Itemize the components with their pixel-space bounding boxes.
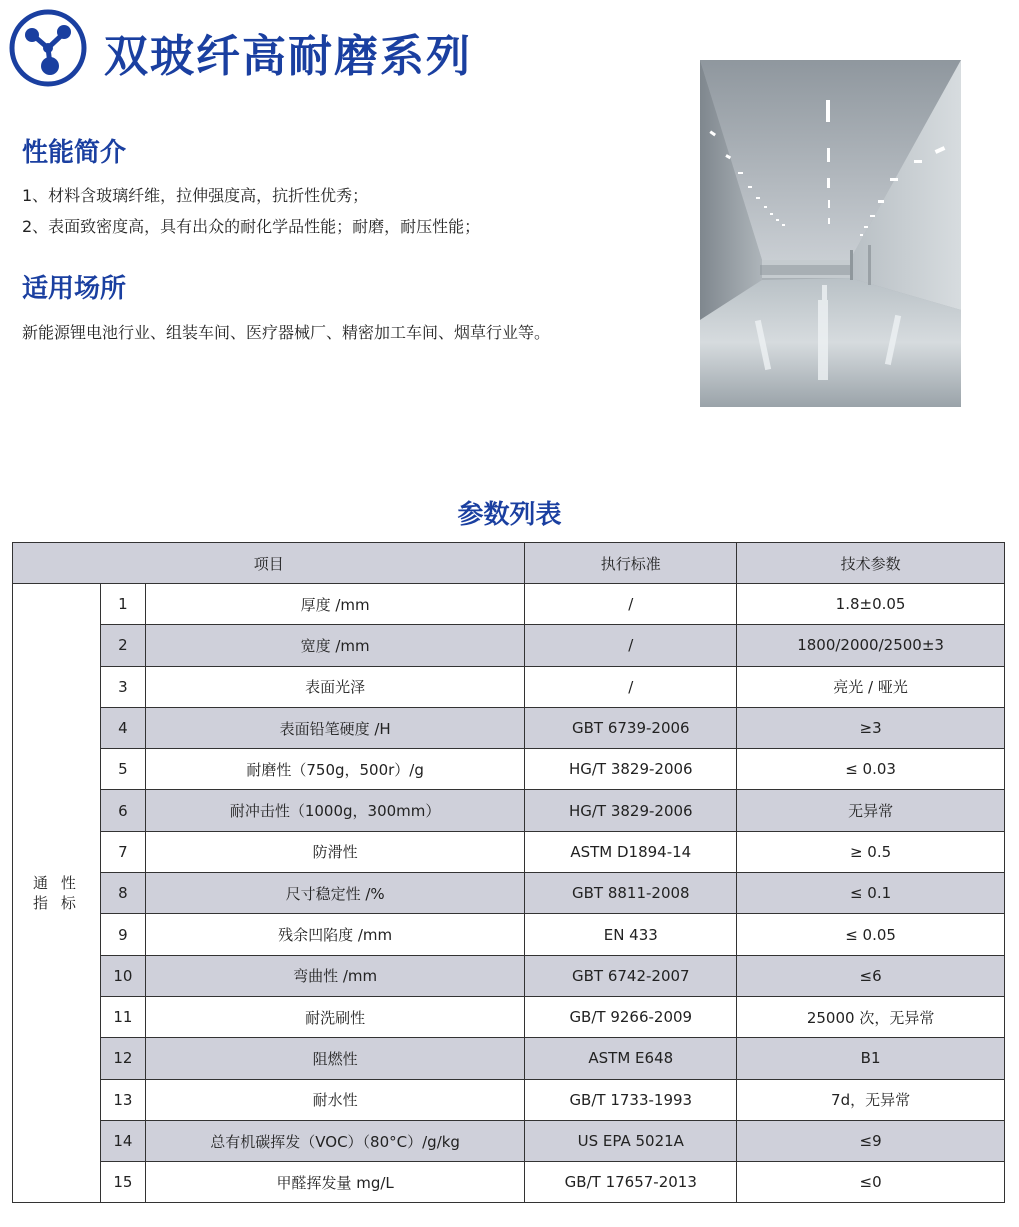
row-value: 25000 次，无异常	[737, 996, 1005, 1037]
table-row	[13, 1079, 1005, 1120]
row-value: ≤6	[737, 955, 1005, 996]
row-number: 3	[100, 666, 145, 707]
row-item: 残余凹陷度 /mm	[145, 914, 525, 955]
table-row	[13, 707, 1005, 748]
row-value: 无异常	[737, 790, 1005, 831]
row-value: ≤9	[737, 1120, 1005, 1161]
row-number: 6	[100, 790, 145, 831]
parameters-table	[12, 542, 1005, 1203]
table-row	[13, 914, 1005, 955]
group-label-line-2: 指 标	[33, 894, 80, 913]
row-item: 表面铅笔硬度 /H	[145, 707, 525, 748]
row-item: 甲醛挥发量 mg/L	[145, 1162, 525, 1203]
row-item: 耐水性	[145, 1079, 525, 1120]
header-item: 项目	[13, 543, 525, 584]
row-standard: GBT 6742-2007	[525, 955, 737, 996]
row-item: 宽度 /mm	[145, 625, 525, 666]
table-row	[13, 584, 1005, 625]
row-item: 表面光泽	[145, 666, 525, 707]
table-header-row	[13, 543, 1005, 584]
row-value: 1.8±0.05	[737, 584, 1005, 625]
row-standard: GB/T 1733-1993	[525, 1079, 737, 1120]
row-standard: /	[525, 625, 737, 666]
row-item: 尺寸稳定性 /%	[145, 873, 525, 914]
row-number: 15	[100, 1162, 145, 1203]
row-number: 11	[100, 996, 145, 1037]
row-value: ≤ 0.03	[737, 749, 1005, 790]
row-standard: US EPA 5021A	[525, 1120, 737, 1161]
row-standard: ASTM D1894-14	[525, 831, 737, 872]
row-value: 7d，无异常	[737, 1079, 1005, 1120]
row-standard: /	[525, 584, 737, 625]
row-value: ≥ 0.5	[737, 831, 1005, 872]
row-standard: GB/T 9266-2009	[525, 996, 737, 1037]
row-item: 耐洗刷性	[145, 996, 525, 1037]
row-standard: GBT 6739-2006	[525, 707, 737, 748]
row-value: 1800/2000/2500±3	[737, 625, 1005, 666]
row-standard: EN 433	[525, 914, 737, 955]
row-item: 耐磨性（750g，500r）/g	[145, 749, 525, 790]
performance-heading: 性能简介	[22, 138, 127, 168]
row-number: 14	[100, 1120, 145, 1161]
molecule-logo-icon	[8, 8, 88, 88]
performance-line-1: 1、材料含玻璃纤维，拉伸强度高，抗折性优秀；	[22, 186, 369, 205]
row-item: 耐冲击性（1000g，300mm）	[145, 790, 525, 831]
row-item: 厚度 /mm	[145, 584, 525, 625]
table-row	[13, 749, 1005, 790]
row-item: 总有机碳挥发（VOC）（80°C）/g/kg	[145, 1120, 525, 1161]
row-item: 防滑性	[145, 831, 525, 872]
row-value: B1	[737, 1038, 1005, 1079]
table-row	[13, 955, 1005, 996]
group-label	[13, 584, 101, 1203]
row-standard: GBT 8811-2008	[525, 873, 737, 914]
row-value: ≥3	[737, 707, 1005, 748]
row-item: 弯曲性 /mm	[145, 955, 525, 996]
table-row	[13, 666, 1005, 707]
header-value: 技术参数	[737, 543, 1005, 584]
row-number: 10	[100, 955, 145, 996]
row-number: 8	[100, 873, 145, 914]
table-row	[13, 831, 1005, 872]
row-number: 12	[100, 1038, 145, 1079]
group-label-line-1: 通 性	[33, 874, 80, 893]
row-value: 亮光 / 哑光	[737, 666, 1005, 707]
performance-line-2: 2、表面致密度高，具有出众的耐化学品性能；耐磨，耐压性能；	[22, 217, 481, 236]
row-value: ≤ 0.05	[737, 914, 1005, 955]
row-standard: /	[525, 666, 737, 707]
row-standard: HG/T 3829-2006	[525, 790, 737, 831]
table-row	[13, 1120, 1005, 1161]
row-number: 9	[100, 914, 145, 955]
table-row	[13, 1038, 1005, 1079]
cleanroom-floor-photo	[700, 60, 961, 407]
application-heading: 适用场所	[22, 274, 127, 304]
row-number: 4	[100, 707, 145, 748]
row-number: 2	[100, 625, 145, 666]
table-title: 参数列表	[457, 500, 562, 530]
row-standard: GB/T 17657-2013	[525, 1162, 737, 1203]
row-value: ≤0	[737, 1162, 1005, 1203]
application-text: 新能源锂电池行业、组装车间、医疗器械厂、精密加工车间、烟草行业等。	[22, 323, 551, 342]
row-standard: ASTM E648	[525, 1038, 737, 1079]
table-row	[13, 1162, 1005, 1203]
table-row	[13, 996, 1005, 1037]
row-standard: HG/T 3829-2006	[525, 749, 737, 790]
header-standard: 执行标准	[525, 543, 737, 584]
row-number: 7	[100, 831, 145, 872]
table-row	[13, 790, 1005, 831]
row-number: 13	[100, 1079, 145, 1120]
page-title: 双玻纤高耐磨系列	[104, 31, 472, 82]
table-row	[13, 625, 1005, 666]
table-row	[13, 873, 1005, 914]
row-number: 1	[100, 584, 145, 625]
row-item: 阻燃性	[145, 1038, 525, 1079]
row-value: ≤ 0.1	[737, 873, 1005, 914]
row-number: 5	[100, 749, 145, 790]
